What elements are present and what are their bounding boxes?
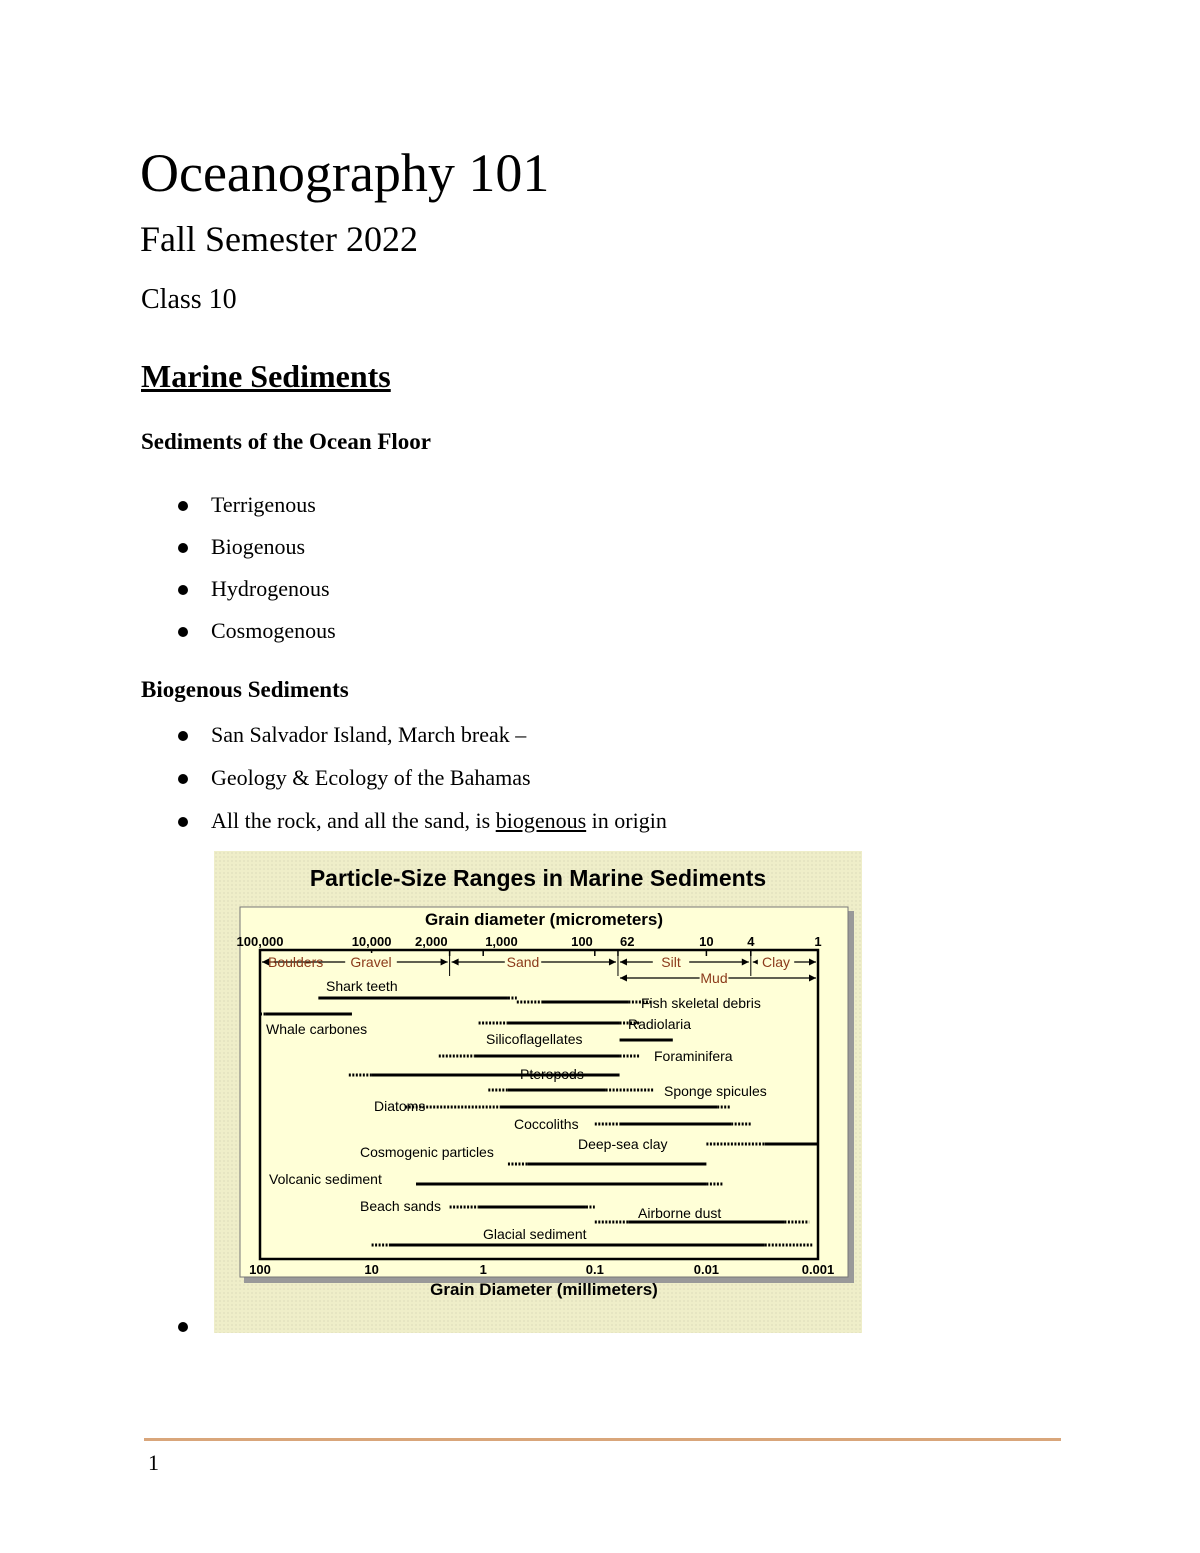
particle-size-chart — [214, 851, 862, 1333]
range-label: Beach sands — [360, 1198, 441, 1214]
boulders-class-label: Boulders — [268, 954, 324, 970]
bullet-icon — [178, 1322, 188, 1332]
list-item — [170, 532, 336, 574]
sand-class-label: Sand — [506, 954, 540, 970]
frame-shadow — [848, 911, 854, 1283]
bottom-axis-label: Grain Diameter (millimeters) — [430, 1280, 658, 1299]
list-item-label: Geology & Ecology of the Bahamas — [211, 765, 531, 790]
bottom-tick-label: 0.01 — [693, 1262, 720, 1277]
section-heading-biogenous: Biogenous Sediments — [141, 677, 349, 702]
range-label: Diatoms — [374, 1098, 426, 1114]
bullet-icon — [178, 585, 188, 595]
range-label: Silicoflagellates — [486, 1031, 583, 1047]
topic-heading: Marine Sediments — [141, 358, 391, 394]
class-label: Class 10 — [141, 284, 237, 315]
sediment-types-list — [170, 490, 336, 658]
section-heading-sediments: Sediments of the Ocean Floor — [141, 429, 432, 454]
list-item-label: Terrigenous — [211, 492, 316, 517]
range-label: Foraminifera — [654, 1048, 733, 1064]
text-fragment: All the rock, and all the sand, is — [211, 808, 496, 833]
range-label: Radiolaria — [628, 1016, 692, 1032]
list-item-label — [211, 808, 667, 833]
range-label: Volcanic sediment — [269, 1171, 382, 1187]
top-tick-label: 1 — [814, 934, 822, 949]
list-item — [170, 763, 667, 806]
underlined-term: biogenous — [495, 808, 587, 833]
text-fragment: in origin — [586, 808, 667, 833]
bullet-icon — [178, 543, 188, 553]
footer-divider — [144, 1438, 1061, 1441]
top-tick-label: 10,000 — [351, 934, 392, 949]
silt-class-label: Silt — [661, 954, 681, 970]
semester-subtitle: Fall Semester 2022 — [140, 219, 418, 259]
gravel-class-label: Gravel — [350, 954, 392, 970]
page-title: Oceanography 101 — [140, 143, 550, 203]
bullet-icon — [178, 774, 188, 784]
top-tick-label: 100,000 — [236, 934, 284, 949]
range-label: Glacial sediment — [483, 1226, 587, 1242]
list-item-label: Hydrogenous — [211, 576, 330, 601]
bottom-tick-label: 0.001 — [801, 1262, 835, 1277]
top-tick-label: 2,000 — [415, 934, 448, 949]
range-label: Deep-sea clay — [578, 1136, 668, 1152]
list-item — [170, 806, 667, 849]
bullet-icon — [178, 501, 188, 511]
range-label: Fish skeletal debris — [641, 995, 761, 1011]
list-item-label: Cosmogenous — [211, 618, 336, 643]
list-item — [170, 574, 336, 616]
bottom-tick-label: 1 — [479, 1262, 487, 1277]
top-tick-label: 62 — [619, 934, 635, 949]
chart-title: Particle-Size Ranges in Marine Sediments — [309, 865, 767, 891]
top-tick-label: 10 — [699, 934, 714, 949]
list-item-label: Biogenous — [211, 534, 306, 559]
bullet-icon — [178, 731, 188, 741]
range-label: Coccoliths — [514, 1116, 579, 1132]
particle-size-figure — [214, 851, 862, 1333]
top-tick-label: 4 — [747, 934, 755, 949]
range-label: Airborne dust — [638, 1205, 722, 1221]
list-item-label: San Salvador Island, March break – — [211, 722, 527, 747]
bullet-icon — [178, 817, 188, 827]
list-item — [170, 490, 336, 532]
range-label: Whale carbones — [266, 1021, 368, 1037]
range-label: Sponge spicules — [664, 1083, 767, 1099]
top-tick-label: 100 — [571, 934, 593, 949]
mud-class-label: Mud — [700, 970, 728, 986]
bottom-tick-label: 10 — [364, 1262, 379, 1277]
range-label: Cosmogenic particles — [360, 1144, 494, 1160]
range-label: Pteropods — [520, 1066, 584, 1082]
range-label: Shark teeth — [326, 978, 398, 994]
bottom-tick-label: 100 — [249, 1262, 271, 1277]
list-item — [170, 720, 667, 763]
bullet-icon — [178, 627, 188, 637]
clay-class-label: Clay — [761, 954, 791, 970]
top-axis-label: Grain diameter (micrometers) — [424, 910, 664, 929]
page-number: 1 — [148, 1450, 159, 1475]
biogenous-notes-list — [170, 720, 667, 849]
list-item — [170, 616, 336, 658]
top-tick-label: 1,000 — [485, 934, 518, 949]
bottom-tick-label: 0.1 — [585, 1262, 604, 1277]
